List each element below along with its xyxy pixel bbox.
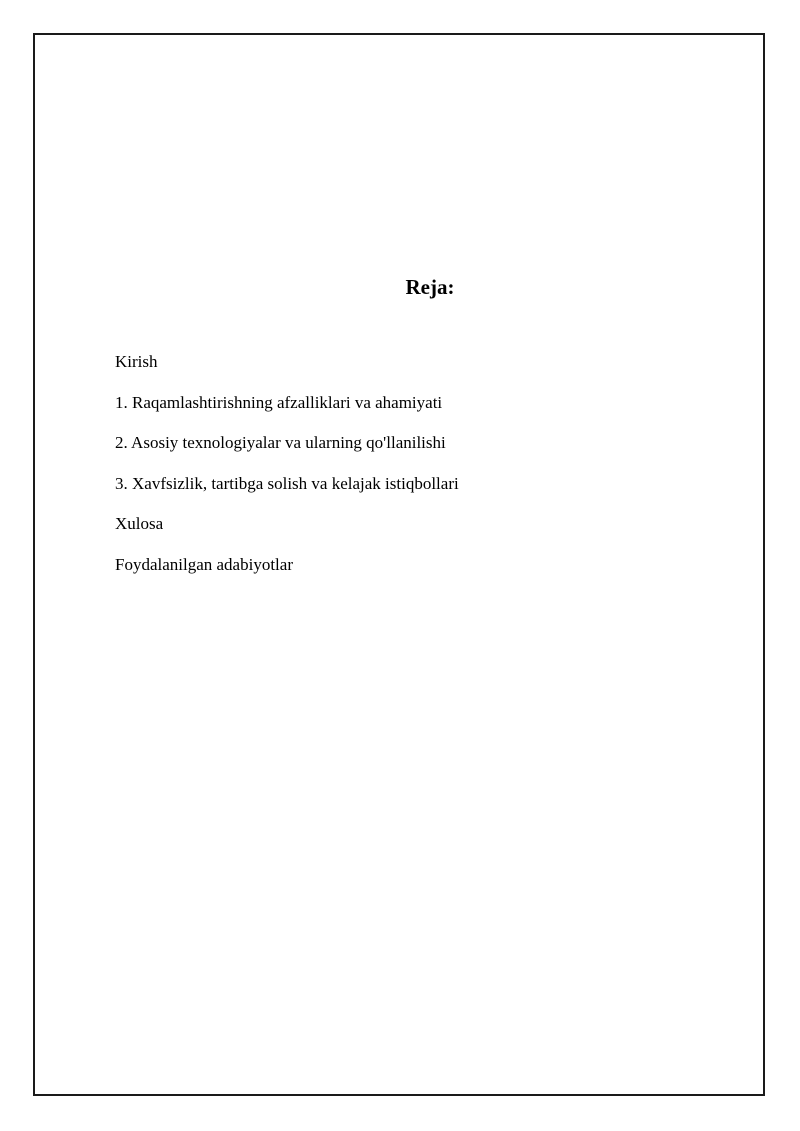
toc-item-section-2: 2. Asosiy texnologiyalar va ularning qo'llanilishi bbox=[115, 433, 446, 453]
toc-item-conclusion: Xulosa bbox=[115, 514, 164, 534]
toc-item-intro: Kirish bbox=[115, 352, 158, 371]
toc-item-references: Foydalanilgan adabiyotlar bbox=[115, 554, 293, 574]
toc-item-section-1: 1. Raqamlashtirishning afzalliklari va ahamiyati bbox=[115, 392, 443, 412]
table-of-contents bbox=[115, 350, 459, 594]
page-title: Reja: bbox=[405, 275, 455, 299]
toc-item-section-3: 3. Xavfsizlik, tartibga solish va kelajak istiqbollari bbox=[115, 473, 459, 493]
